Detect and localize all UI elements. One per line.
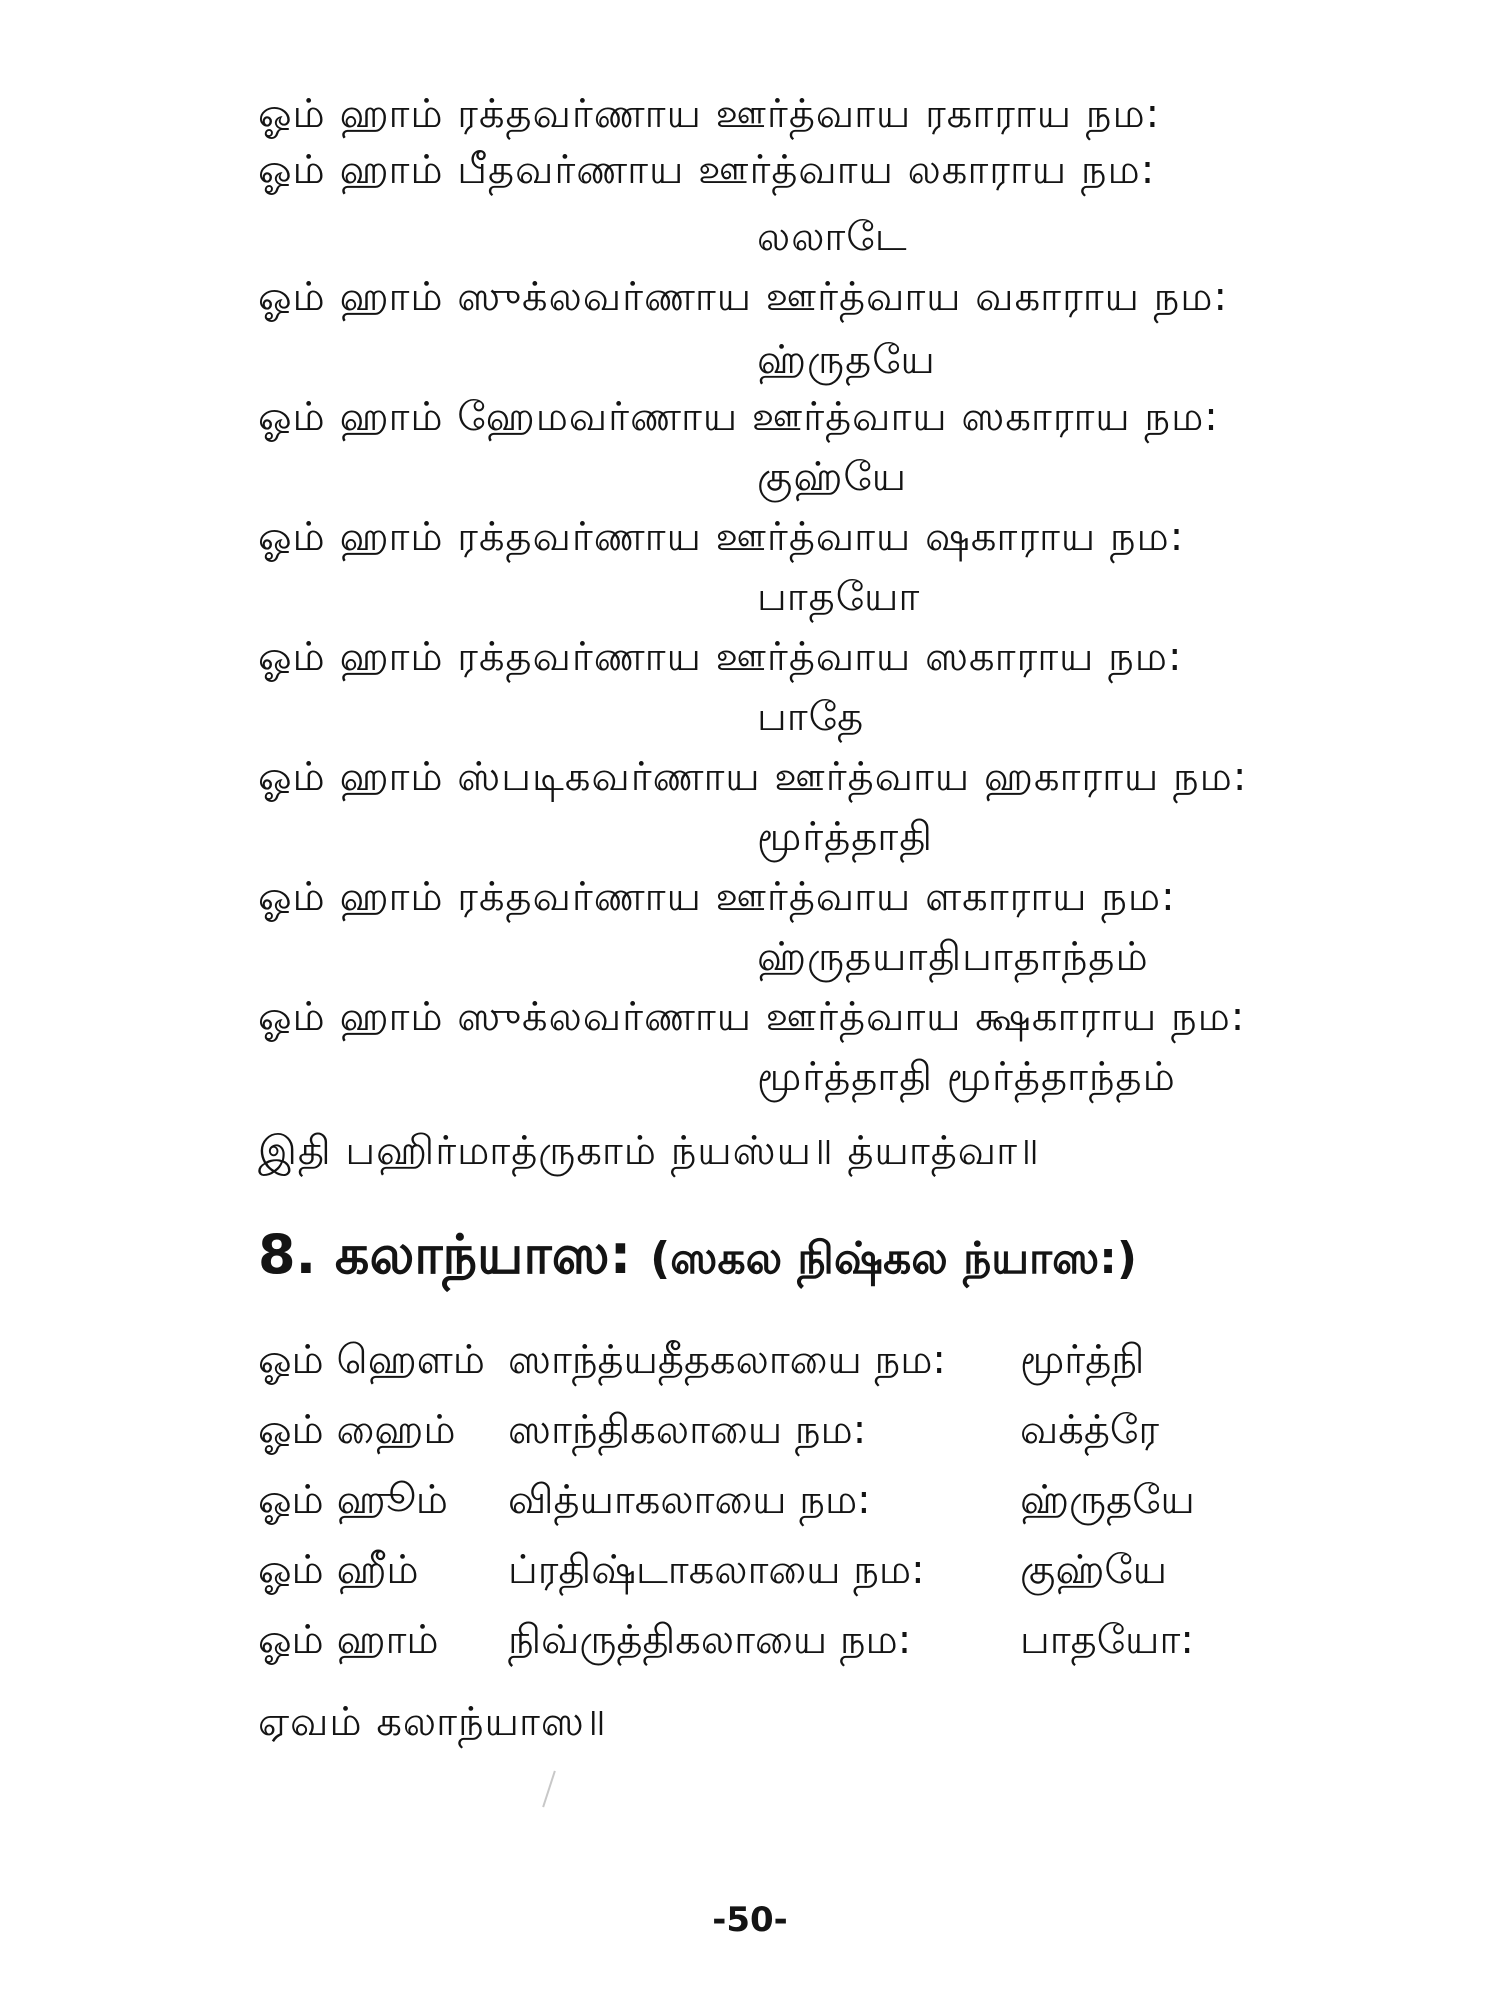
- mantra-line: ஓம் ஹாம் ஸுக்லவர்ணாய ஊர்த்வாய க்ஷகாராய நம:: [258, 994, 1246, 1040]
- kala-bija: ஓம் ஹைம்: [258, 1407, 456, 1453]
- placement-text: மூர்த்தாதி: [757, 814, 933, 860]
- section-subtitle: (ஸகல நிஷ்கல ந்யாஸ:): [650, 1233, 1138, 1284]
- kala-place: ஹ்ருதயே: [1020, 1477, 1195, 1523]
- ending-line: ஏவம் கலாந்யாஸ॥: [258, 1699, 607, 1745]
- placement-text: ஹ்ருதயே: [757, 337, 936, 383]
- kala-name: வித்யாகலாயை நம:: [508, 1477, 871, 1523]
- closing-line: இதி பஹிர்மாத்ருகாம் ந்யஸ்ய॥ த்யாத்வா॥: [258, 1128, 1040, 1174]
- kala-bija: ஓம் ஹாம்: [258, 1617, 439, 1663]
- mantra-line: ஓம் ஹாம் பீதவர்ணாய ஊர்த்வாய லகாராய நம:: [258, 147, 1156, 193]
- placement-text: ஹ்ருதயாதிபாதாந்தம்: [757, 934, 1149, 980]
- kala-name: ப்ரதிஷ்டாகலாயை நம:: [508, 1547, 925, 1593]
- kala-name: ஸாந்த்யதீதகலாயை நம:: [508, 1337, 946, 1383]
- mantra-line: ஓம் ஹாம் ரக்தவர்ணாய ஊர்த்வாய ஷகாராய நம:: [258, 514, 1185, 560]
- kala-name: நிவ்ருத்திகலாயை நம:: [508, 1617, 912, 1663]
- page-number: -50-: [712, 1900, 788, 1940]
- placement-text: லலாடே: [757, 214, 908, 260]
- mantra-line: ஓம் ஹாம் ஹேமவர்ணாய ஊர்த்வாய ஸகாராய நம:: [258, 394, 1219, 440]
- pen-mark: [542, 1771, 556, 1808]
- section-heading: [258, 1222, 1137, 1292]
- kala-place: வக்த்ரே: [1020, 1407, 1159, 1453]
- mantra-line: ஓம் ஹாம் ரக்தவர்ணாய ஊர்த்வாய ளகாராய நம:: [258, 874, 1176, 920]
- placement-text: குஹ்யே: [757, 454, 908, 500]
- kala-bija: ஓம் ஹூம்: [258, 1477, 448, 1523]
- mantra-line: ஓம் ஹாம் ஸ்படிகவர்ணாய ஊர்த்வாய ஹகாராய நம:: [258, 754, 1248, 800]
- mantra-line: ஓம் ஹாம் ரக்தவர்ணாய ஊர்த்வாய ரகாராய நம:: [258, 91, 1161, 137]
- section-title: கலாந்யாஸ:: [334, 1223, 632, 1286]
- kala-bija: ஓம் ஹீம்: [258, 1547, 419, 1593]
- mantra-line: ஓம் ஹாம் ரக்தவர்ணாய ஊர்த்வாய ஸகாராய நம:: [258, 634, 1183, 680]
- section-number: 8.: [258, 1223, 317, 1286]
- kala-place: பாதயோ:: [1020, 1617, 1194, 1663]
- kala-place: குஹ்யே: [1020, 1547, 1168, 1593]
- placement-text: பாதே: [757, 694, 865, 740]
- kala-bija: ஓம் ஹௌம்: [258, 1337, 485, 1383]
- kala-place: மூர்த்நி: [1020, 1337, 1145, 1383]
- mantra-line: ஓம் ஹாம் ஸுக்லவர்ணாய ஊர்த்வாய வகாராய நம:: [258, 274, 1228, 320]
- placement-text: மூர்த்தாதி மூர்த்தாந்தம்: [757, 1054, 1176, 1100]
- placement-text: பாதயோ: [757, 574, 921, 620]
- kala-name: ஸாந்திகலாயை நம:: [508, 1407, 867, 1453]
